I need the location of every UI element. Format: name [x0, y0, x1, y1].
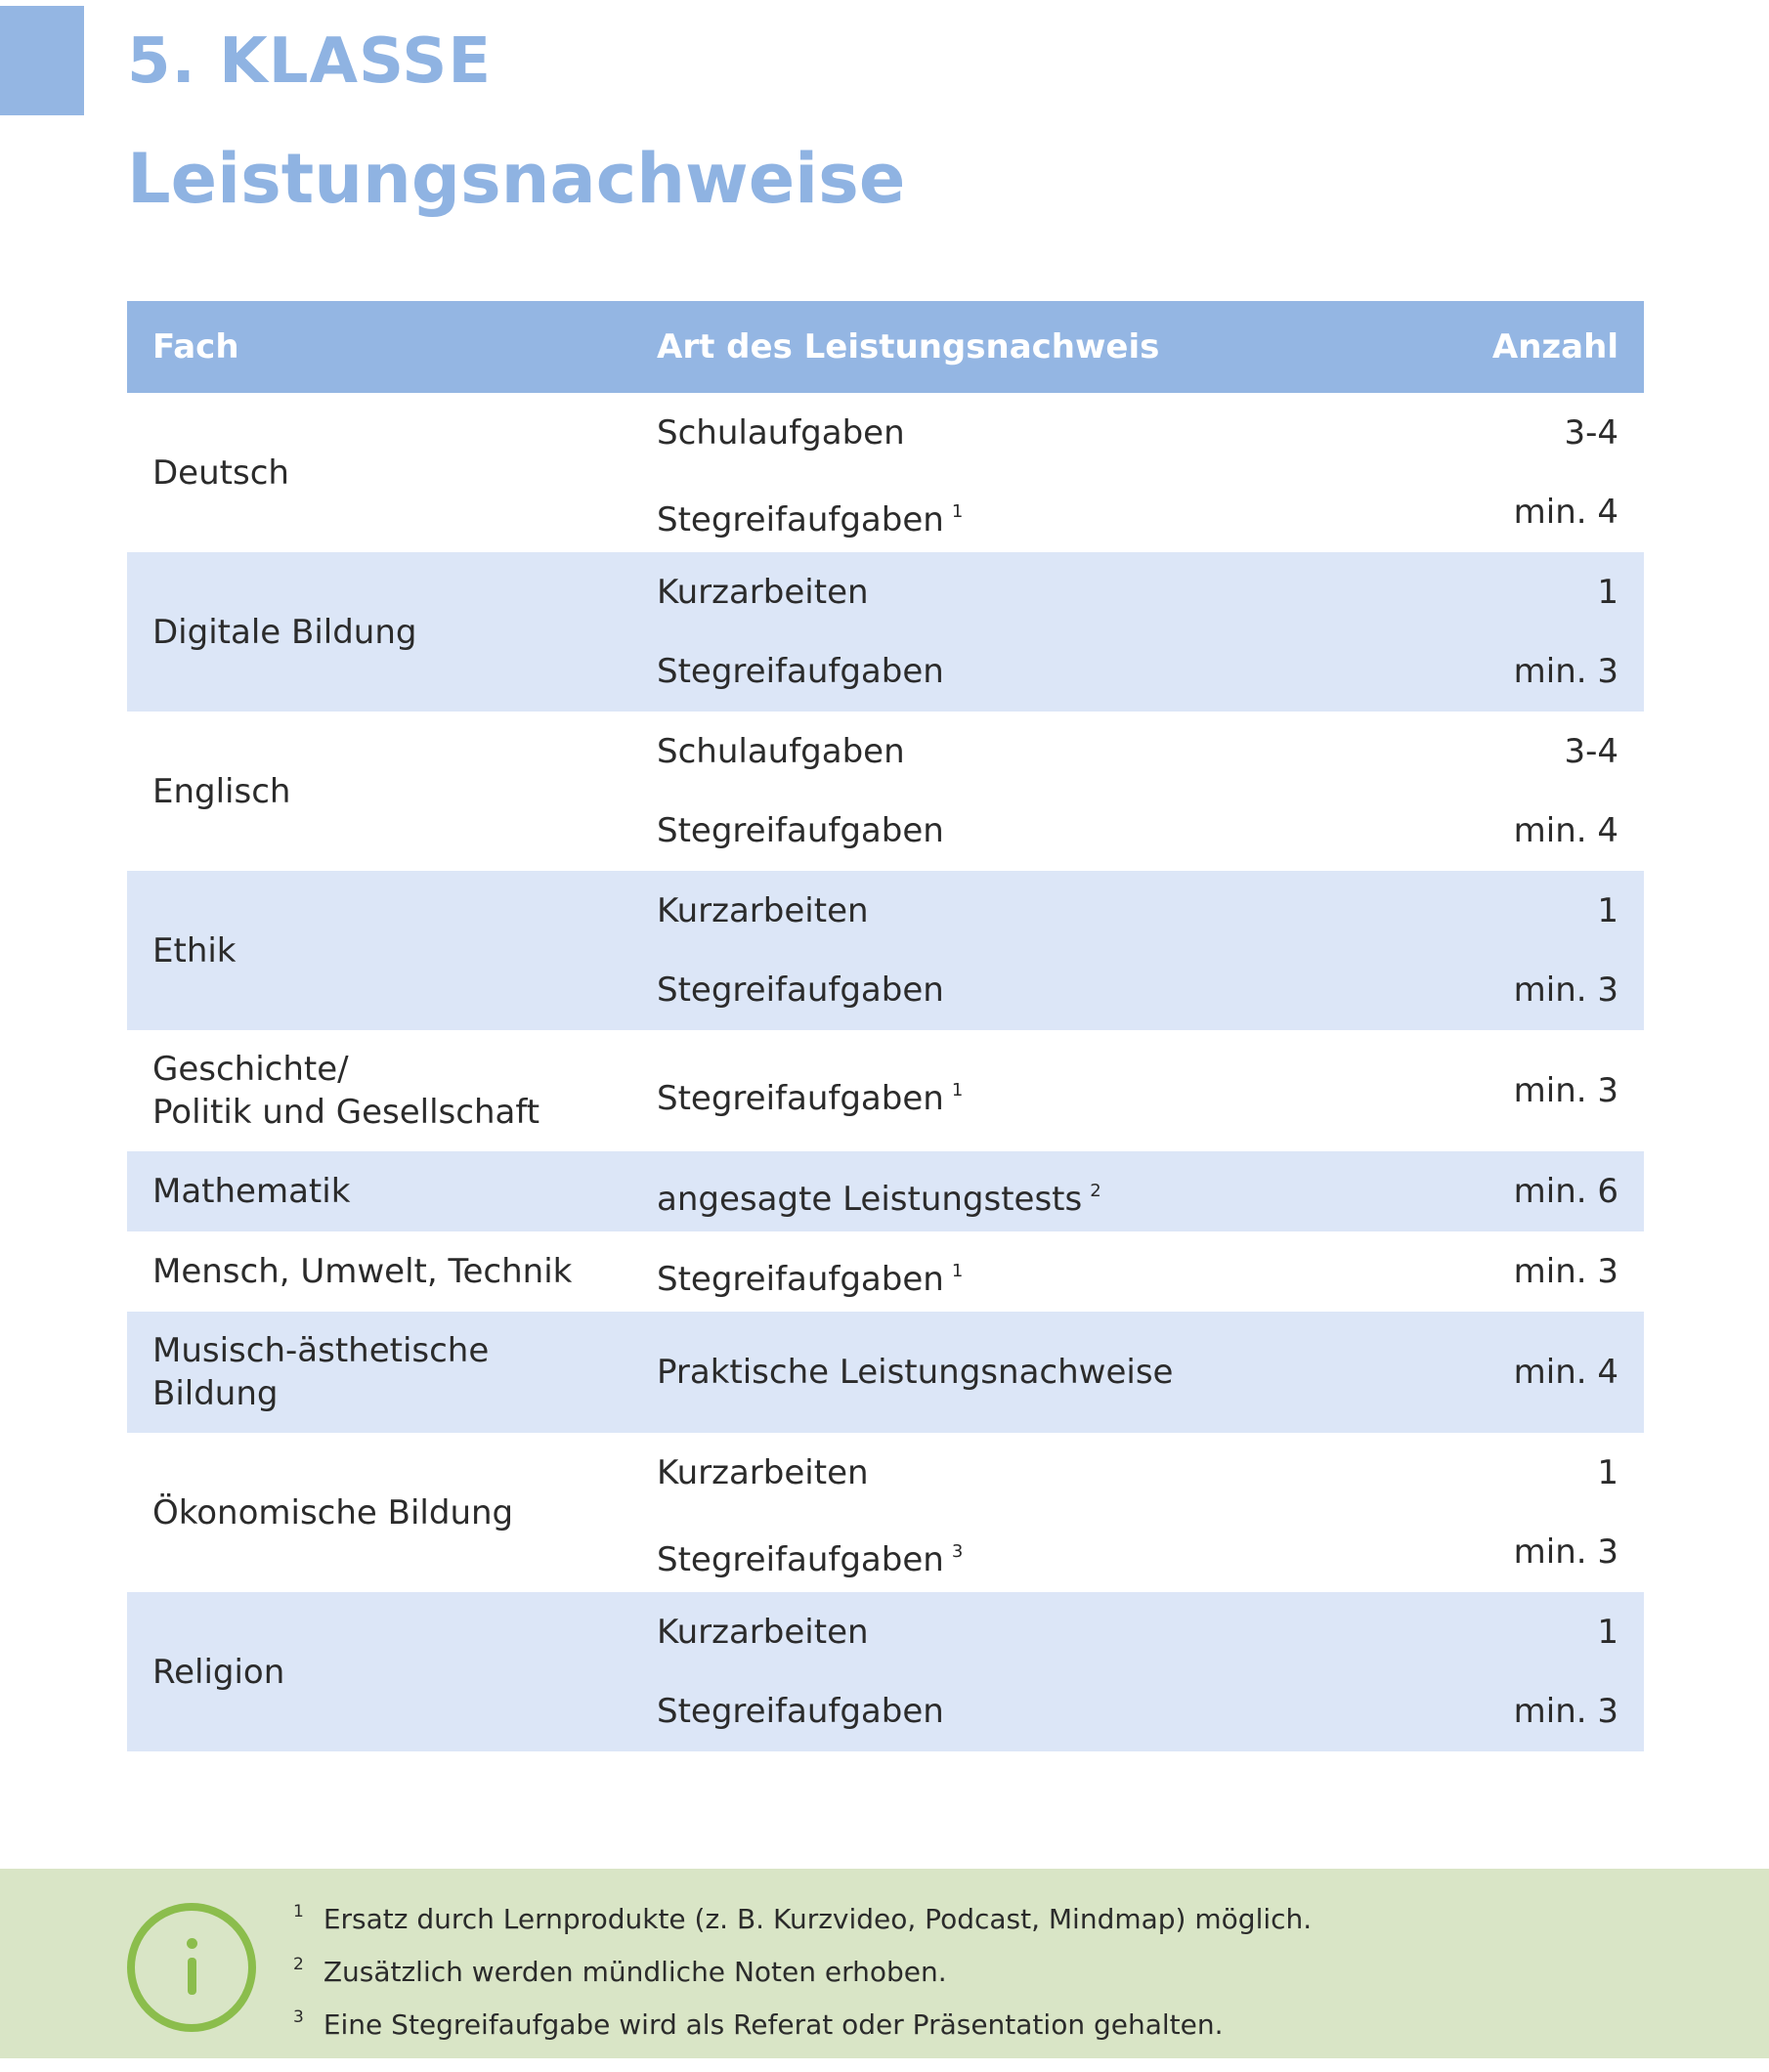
type-text: Stegreifaufgaben [657, 652, 944, 691]
footnote-item [293, 1945, 947, 1992]
type-text: Kurzarbeiten [657, 573, 869, 612]
class-title: 5. KLASSE [127, 25, 493, 98]
type-text: Stegreifaufgaben [657, 811, 944, 850]
type-cell [657, 1051, 963, 1139]
type-cell [657, 712, 905, 792]
info-icon-stem [188, 1958, 196, 1995]
type-text: Stegreifaufgaben [657, 971, 944, 1010]
entry [127, 552, 1644, 632]
entry [127, 631, 1644, 712]
type-text: Kurzarbeiten [657, 1613, 869, 1652]
accent-block [0, 6, 84, 115]
type-text: Kurzarbeiten [657, 891, 869, 930]
count-cell: 3-4 [1564, 413, 1618, 453]
subject-name-line1: Musisch-ästhetische [152, 1331, 490, 1370]
subject-name: Mathematik [152, 1172, 351, 1211]
count-cell: min. 6 [1513, 1172, 1618, 1211]
type-cell [657, 791, 944, 871]
type-text: Stegreifaufgaben [657, 1692, 944, 1731]
footnote-ref: 3 [951, 1541, 964, 1562]
table-row [127, 1231, 1644, 1312]
count-cell: min. 3 [1513, 971, 1618, 1010]
footnote-text: Ersatz durch Lernprodukte (z. B. Kurzvideo, Podcast, Mindmap) möglich. [323, 1903, 1313, 1935]
footnote-ref: 1 [951, 1261, 964, 1281]
type-cell [657, 1151, 1101, 1239]
type-cell [657, 1433, 869, 1513]
type-cell [657, 1332, 1173, 1412]
subject-name: Religion [152, 1652, 285, 1692]
entry [127, 1671, 1644, 1751]
entry [127, 1332, 1644, 1412]
entry [127, 1231, 1644, 1312]
table-row [127, 1433, 1644, 1592]
footnote-number: 3 [293, 2007, 304, 2027]
count-cell: min. 3 [1513, 1071, 1618, 1110]
entry [127, 1433, 1644, 1513]
header-type: Art des Leistungsnachweis [657, 327, 1160, 367]
page-title: Leistungsnachweise [127, 139, 906, 219]
entry [127, 791, 1644, 871]
type-cell [657, 1512, 963, 1600]
type-text: Kurzarbeiten [657, 1453, 869, 1492]
info-icon-dot [187, 1938, 197, 1949]
type-text: Stegreifaufgaben [657, 500, 944, 540]
subject-name: Englisch [152, 771, 291, 811]
entry [127, 712, 1644, 792]
header-count: Anzahl [1491, 327, 1618, 367]
type-text: Stegreifaufgaben [657, 1079, 944, 1118]
subject-name-line1: Geschichte/ [152, 1050, 349, 1089]
footnote-item [293, 1892, 1312, 1939]
table-row [127, 1592, 1644, 1751]
count-cell: min. 4 [1513, 1353, 1618, 1392]
table-row [127, 712, 1644, 871]
table-row [127, 1151, 1644, 1231]
type-cell [657, 871, 869, 951]
table-row [127, 393, 1644, 552]
type-cell [657, 472, 963, 560]
count-cell: 1 [1597, 573, 1618, 612]
subject-name: Mensch, Umwelt, Technik [152, 1252, 573, 1291]
table-row [127, 552, 1644, 712]
type-cell [657, 950, 944, 1030]
count-cell: min. 3 [1513, 1252, 1618, 1291]
type-text: Stegreifaufgaben [657, 1260, 944, 1299]
info-icon [127, 1903, 256, 2032]
type-cell [657, 552, 869, 632]
type-text: angesagte Leistungstests [657, 1180, 1083, 1219]
count-cell: 1 [1597, 1613, 1618, 1652]
footnote-ref: 1 [951, 1080, 964, 1101]
subject-name: Digitale Bildung [152, 612, 417, 652]
subject-name: Ökonomische Bildung [152, 1492, 514, 1532]
footnote-item [293, 1998, 1224, 2045]
type-text: Stegreifaufgaben [657, 1540, 944, 1579]
table-row [127, 871, 1644, 1030]
type-cell [657, 1231, 963, 1319]
header-subject: Fach [152, 327, 239, 367]
footnote-number: 1 [293, 1902, 304, 1921]
entry [127, 1051, 1644, 1131]
type-cell [657, 393, 905, 473]
footnote-ref: 1 [951, 501, 964, 522]
type-text: Schulaufgaben [657, 732, 905, 771]
type-cell [657, 631, 944, 712]
entry [127, 1592, 1644, 1672]
type-cell [657, 1671, 944, 1751]
subject-name: Ethik [152, 930, 237, 971]
footnote-text: Eine Stegreifaufgabe wird als Referat oder Präsentation gehalten. [323, 2008, 1224, 2041]
table-header [127, 301, 1644, 393]
subject-name: Deutsch [152, 453, 289, 493]
count-cell: min. 3 [1513, 1692, 1618, 1731]
type-text: Praktische Leistungsnachweise [657, 1353, 1174, 1392]
entry [127, 472, 1644, 552]
footnote-number: 2 [293, 1955, 304, 1974]
entry [127, 393, 1644, 473]
footnote-text: Zusätzlich werden mündliche Noten erhoben. [323, 1956, 947, 1988]
type-cell [657, 1592, 869, 1672]
count-cell: 1 [1597, 1453, 1618, 1492]
subject-name-line2: Politik und Gesellschaft [152, 1093, 540, 1132]
count-cell: min. 4 [1513, 811, 1618, 850]
subject-name-line2: Bildung [152, 1374, 279, 1413]
table-row [127, 1312, 1644, 1433]
count-cell: min. 3 [1513, 652, 1618, 691]
count-cell: 3-4 [1564, 732, 1618, 771]
assessment-table [127, 301, 1644, 1751]
type-text: Schulaufgaben [657, 413, 905, 453]
count-cell: min. 4 [1513, 493, 1618, 532]
entry [127, 950, 1644, 1030]
entry [127, 1151, 1644, 1231]
count-cell: min. 3 [1513, 1532, 1618, 1572]
footnote-panel [0, 1869, 1769, 2058]
footnote-ref: 2 [1090, 1181, 1101, 1201]
table-row [127, 1030, 1644, 1151]
entry [127, 871, 1644, 951]
count-cell: 1 [1597, 891, 1618, 930]
entry [127, 1512, 1644, 1592]
